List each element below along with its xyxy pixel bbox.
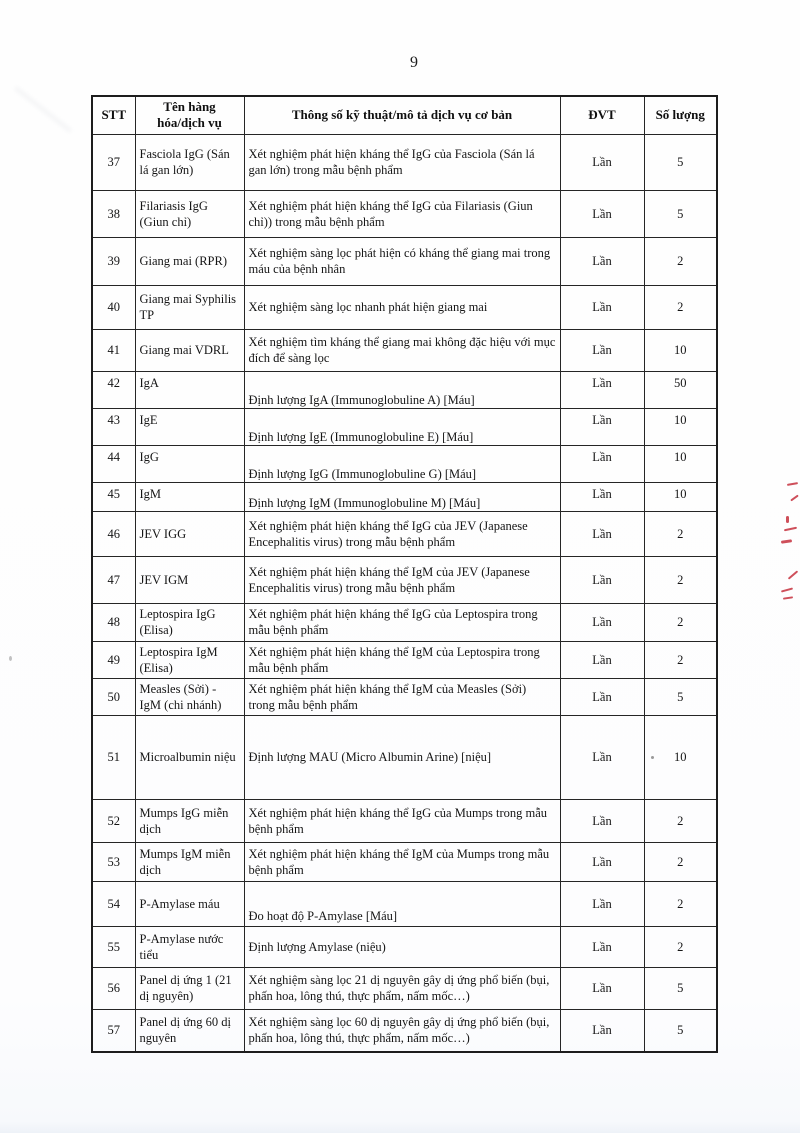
- cell-stt: 51: [92, 715, 135, 799]
- cell-name: IgE: [135, 408, 244, 445]
- cell-desc: Định lượng Amylase (niệu): [244, 926, 560, 967]
- cell-unit: Lần: [560, 237, 644, 285]
- cell-stt: 53: [92, 842, 135, 881]
- cell-stt: 55: [92, 926, 135, 967]
- cell-unit: Lần: [560, 329, 644, 371]
- cell-stt: 41: [92, 329, 135, 371]
- cell-qty: 2: [644, 799, 717, 842]
- cell-desc: Xét nghiệm sàng lọc nhanh phát hiện giang mai: [244, 285, 560, 329]
- cell-desc: Xét nghiệm phát hiện kháng thể IgG của Filariasis (Giun chỉ)) trong mẫu bệnh phẩm: [244, 190, 560, 237]
- cell-name: Mumps IgG miễn dịch: [135, 799, 244, 842]
- cell-qty: 2: [644, 556, 717, 603]
- cell-qty: 2: [644, 926, 717, 967]
- page-number: 9: [410, 54, 418, 71]
- cell-desc: Xét nghiệm phát hiện kháng thể IgM của Measles (Sởi) trong mẫu bệnh phẩm: [244, 678, 560, 715]
- cell-desc: Định lượng IgA (Immunoglobuline A) [Máu]: [244, 371, 560, 408]
- cell-unit: Lần: [560, 603, 644, 641]
- col-header-name-line1: Tên hàng: [163, 99, 216, 114]
- cell-unit: Lần: [560, 556, 644, 603]
- cell-desc: Định lượng IgM (Immunoglobuline M) [Máu]: [244, 482, 560, 511]
- cell-desc: Định lượng MAU (Micro Albumin Arine) [niệu]: [244, 715, 560, 799]
- cell-qty: 5: [644, 678, 717, 715]
- cell-unit: Lần: [560, 678, 644, 715]
- cell-stt: 42: [92, 371, 135, 408]
- cell-stt: 38: [92, 190, 135, 237]
- table-row: [92, 603, 717, 641]
- cell-stt: 48: [92, 603, 135, 641]
- cell-stt: 54: [92, 881, 135, 926]
- table-row: [92, 678, 717, 715]
- cell-unit: Lần: [560, 190, 644, 237]
- cell-desc: Xét nghiệm phát hiện kháng thể IgM của Mumps trong mẫu bệnh phẩm: [244, 842, 560, 881]
- table-row: [92, 967, 717, 1009]
- cell-qty: 5: [644, 1009, 717, 1052]
- cell-desc: Định lượng IgG (Immunoglobuline G) [Máu]: [244, 445, 560, 482]
- cell-unit: Lần: [560, 967, 644, 1009]
- cell-qty: 10: [644, 482, 717, 511]
- cell-qty: 2: [644, 511, 717, 556]
- cell-unit: Lần: [560, 1009, 644, 1052]
- col-header-unit: ĐVT: [560, 96, 644, 134]
- table-row: [92, 445, 717, 482]
- col-header-stt: STT: [92, 96, 135, 134]
- cell-name: Fasciola IgG (Sán lá gan lớn): [135, 134, 244, 190]
- cell-stt: 46: [92, 511, 135, 556]
- cell-qty: 5: [644, 190, 717, 237]
- cell-stt: 43: [92, 408, 135, 445]
- cell-desc: Xét nghiệm tìm kháng thể giang mai không đặc hiệu với mục đích để sàng lọc: [244, 329, 560, 371]
- col-header-desc: Thông số kỹ thuật/mô tả dịch vụ cơ bản: [244, 96, 560, 134]
- cell-unit: Lần: [560, 408, 644, 445]
- cell-stt: 49: [92, 641, 135, 678]
- cell-name: Giang mai (RPR): [135, 237, 244, 285]
- table-row: [92, 408, 717, 445]
- cell-qty: 2: [644, 603, 717, 641]
- cell-stt: 45: [92, 482, 135, 511]
- col-header-qty: Số lượng: [644, 96, 717, 134]
- cell-name: IgM: [135, 482, 244, 511]
- table-row: [92, 285, 717, 329]
- cell-qty: 10: [644, 329, 717, 371]
- cell-desc: Xét nghiệm sàng lọc 60 dị nguyên gây dị ứng phổ biến (bụi, phấn hoa, lông thú, thực phẩm, nấm mốc…): [244, 1009, 560, 1052]
- cell-name: Panel dị ứng 60 dị nguyên: [135, 1009, 244, 1052]
- cell-qty: 2: [644, 842, 717, 881]
- cell-desc: Xét nghiệm phát hiện kháng thể IgG của JEV (Japanese Encephalitis virus) trong mẫu bệnh phẩm: [244, 511, 560, 556]
- cell-unit: Lần: [560, 715, 644, 799]
- table-row: [92, 641, 717, 678]
- table-row: [92, 715, 717, 799]
- cell-qty: 2: [644, 881, 717, 926]
- table-row: [92, 511, 717, 556]
- red-pen-mark: [783, 596, 793, 599]
- cell-unit: Lần: [560, 511, 644, 556]
- cell-name: IgG: [135, 445, 244, 482]
- col-header-name-line2: hóa/dịch vụ: [157, 115, 222, 131]
- cell-unit: Lần: [560, 482, 644, 511]
- cell-qty: 2: [644, 237, 717, 285]
- cell-name: P-Amylase máu: [135, 881, 244, 926]
- cell-stt: 47: [92, 556, 135, 603]
- cell-desc: Xét nghiệm phát hiện kháng thể IgG của Mumps trong mẫu bệnh phẩm: [244, 799, 560, 842]
- cell-desc: Xét nghiệm phát hiện kháng thể IgM của Leptospira trong mẫu bệnh phẩm: [244, 641, 560, 678]
- red-pen-mark: [790, 495, 799, 502]
- cell-unit: Lần: [560, 641, 644, 678]
- cell-unit: Lần: [560, 371, 644, 408]
- cell-desc: Xét nghiệm sàng lọc 21 dị nguyên gây dị ứng phổ biến (bụi, phấn hoa, lông thú, thực phẩm, nấm mốc…): [244, 967, 560, 1009]
- table-row: [92, 842, 717, 881]
- red-pen-mark: [781, 539, 792, 544]
- red-pen-mark: [781, 587, 793, 592]
- cell-desc: Xét nghiệm sàng lọc phát hiện có kháng thể giang mai trong máu của bệnh nhân: [244, 237, 560, 285]
- cell-qty: 10: [644, 715, 717, 799]
- cell-name: Panel dị ứng 1 (21 dị nguyên): [135, 967, 244, 1009]
- cell-qty: 2: [644, 285, 717, 329]
- cell-name: Leptospira IgM (Elisa): [135, 641, 244, 678]
- red-pen-mark: [787, 482, 798, 486]
- scan-speck: [9, 656, 12, 661]
- table-row: [92, 926, 717, 967]
- red-pen-mark: [786, 516, 789, 523]
- cell-name: Mumps IgM miễn dịch: [135, 842, 244, 881]
- table-row: [92, 556, 717, 603]
- cell-qty: 5: [644, 134, 717, 190]
- red-pen-mark: [784, 527, 797, 532]
- table-row: [92, 482, 717, 511]
- cell-name: IgA: [135, 371, 244, 408]
- cell-unit: Lần: [560, 842, 644, 881]
- cell-name: Giang mai VDRL: [135, 329, 244, 371]
- table-row: [92, 1009, 717, 1052]
- cell-unit: Lần: [560, 285, 644, 329]
- cell-name: P-Amylase nước tiểu: [135, 926, 244, 967]
- table-row: [92, 134, 717, 190]
- cell-unit: Lần: [560, 926, 644, 967]
- cell-name: Filariasis IgG (Giun chỉ): [135, 190, 244, 237]
- cell-name: Measles (Sởi) - IgM (chi nhánh): [135, 678, 244, 715]
- cell-qty: 2: [644, 641, 717, 678]
- cell-stt: 37: [92, 134, 135, 190]
- cell-qty: 50: [644, 371, 717, 408]
- cell-name: JEV IGG: [135, 511, 244, 556]
- scan-smudge: [14, 87, 71, 132]
- cell-qty: 5: [644, 967, 717, 1009]
- cell-desc: Xét nghiệm phát hiện kháng thể IgG của Leptospira trong mẫu bệnh phẩm: [244, 603, 560, 641]
- table-row: [92, 190, 717, 237]
- cell-name: Microalbumin niệu: [135, 715, 244, 799]
- cell-stt: 50: [92, 678, 135, 715]
- table-row: [92, 329, 717, 371]
- cell-qty: 10: [644, 408, 717, 445]
- cell-stt: 52: [92, 799, 135, 842]
- cell-name: JEV IGM: [135, 556, 244, 603]
- cell-desc: Đo hoạt độ P-Amylase [Máu]: [244, 881, 560, 926]
- col-header-name: [135, 96, 244, 134]
- cell-name: Leptospira IgG (Elisa): [135, 603, 244, 641]
- table-row: [92, 371, 717, 408]
- cell-unit: Lần: [560, 881, 644, 926]
- cell-desc: Xét nghiệm phát hiện kháng thể IgM của JEV (Japanese Encephalitis virus) trong mẫu bệnh phẩm: [244, 556, 560, 603]
- services-table: [91, 95, 718, 1053]
- red-pen-mark: [788, 570, 798, 579]
- cell-desc: Định lượng IgE (Immunoglobuline E) [Máu]: [244, 408, 560, 445]
- table-row: [92, 881, 717, 926]
- table-header-row: [92, 96, 717, 134]
- cell-unit: Lần: [560, 134, 644, 190]
- cell-unit: Lần: [560, 445, 644, 482]
- table-row: [92, 799, 717, 842]
- cell-stt: 39: [92, 237, 135, 285]
- cell-qty: 10: [644, 445, 717, 482]
- cell-stt: 57: [92, 1009, 135, 1052]
- cell-stt: 44: [92, 445, 135, 482]
- cell-name: Giang mai Syphilis TP: [135, 285, 244, 329]
- cell-unit: Lần: [560, 799, 644, 842]
- scan-speck: [651, 756, 654, 759]
- cell-desc: Xét nghiệm phát hiện kháng thể IgG của Fasciola (Sán lá gan lớn) trong mẫu bệnh phẩm: [244, 134, 560, 190]
- cell-stt: 56: [92, 967, 135, 1009]
- table-row: [92, 237, 717, 285]
- cell-stt: 40: [92, 285, 135, 329]
